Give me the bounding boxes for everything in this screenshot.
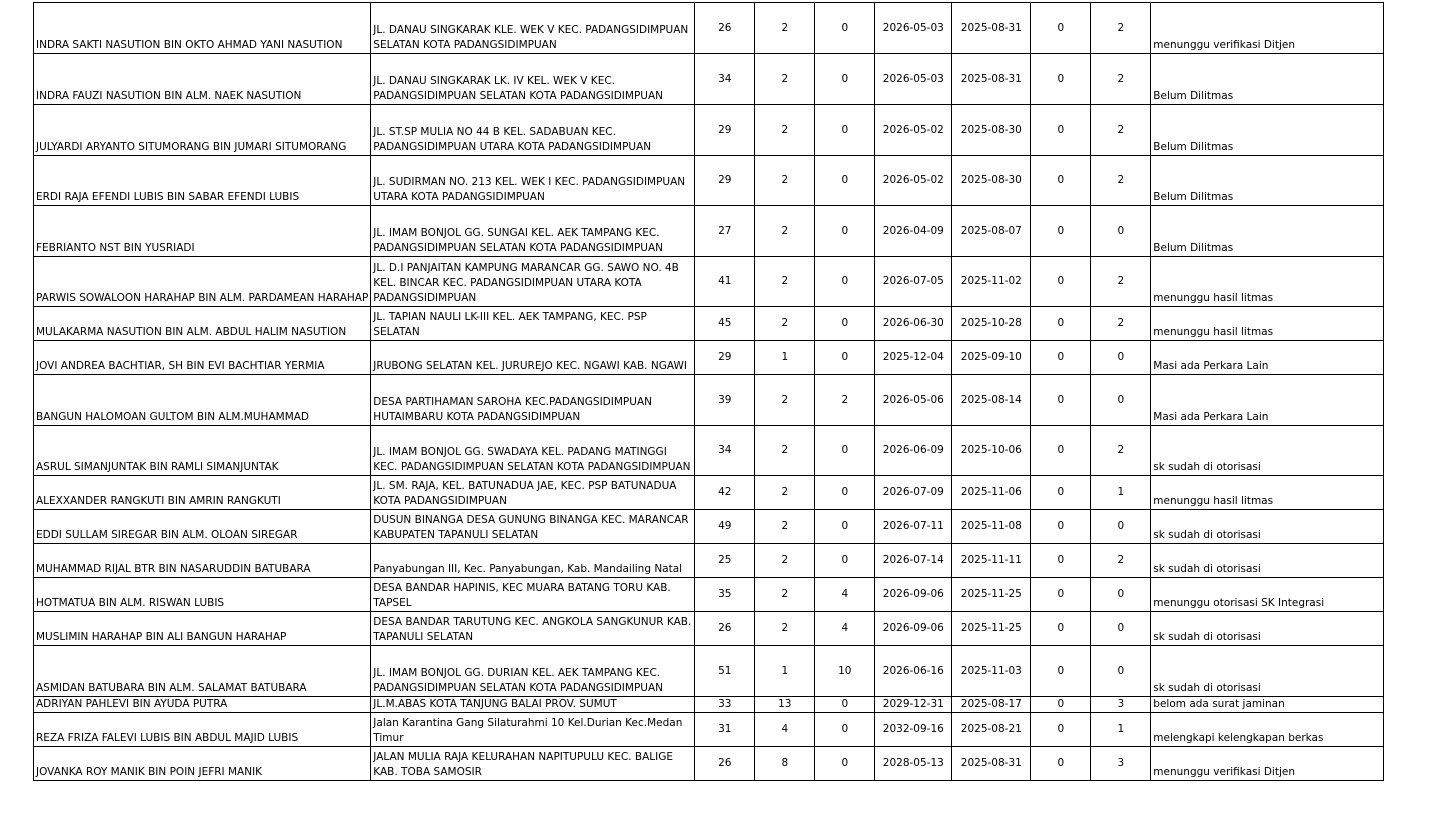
date-cell: 2025-08-31 <box>952 54 1031 105</box>
date-cell: 2026-07-14 <box>875 544 952 578</box>
table-row <box>34 3 1384 54</box>
table-row <box>34 307 1384 341</box>
count-cell: 0 <box>1031 747 1091 781</box>
count-cell: 13 <box>755 697 815 713</box>
count-cell: 0 <box>815 510 875 544</box>
count-cell: 0 <box>1031 612 1091 646</box>
count-cell: 0 <box>815 156 875 206</box>
address-cell: JL. IMAM BONJOL GG. SWADAYA KEL. PADANG MATINGGI KEC. PADANGSIDIMPUAN SELATAN KOTA PADANGSIDIMPUAN <box>371 426 695 476</box>
count-cell: 2 <box>755 375 815 426</box>
count-cell: 2 <box>755 257 815 307</box>
status-cell: Belum Dilitmas <box>1151 54 1384 105</box>
date-cell: 2029-12-31 <box>875 697 952 713</box>
status-cell: Belum Dilitmas <box>1151 206 1384 257</box>
age-cell: 33 <box>695 697 755 713</box>
date-cell: 2026-05-02 <box>875 156 952 206</box>
count-cell: 2 <box>755 476 815 510</box>
date-cell: 2025-08-31 <box>952 3 1031 54</box>
address-cell: JL.M.ABAS KOTA TANJUNG BALAI PROV. SUMUT <box>371 697 695 713</box>
date-cell: 2025-08-30 <box>952 156 1031 206</box>
count-cell: 0 <box>1031 307 1091 341</box>
age-cell: 29 <box>695 105 755 156</box>
status-cell: sk sudah di otorisasi <box>1151 612 1384 646</box>
address-cell: JL. D.I PANJAITAN KAMPUNG MARANCAR GG. SAWO NO. 4B KEL. BINCAR KEC. PADANGSIDIMPUAN UTARA KOTA PADANGSIDIMPUAN <box>371 257 695 307</box>
name-cell: MULAKARMA NASUTION BIN ALM. ABDUL HALIM NASUTION <box>34 307 371 341</box>
count-cell: 0 <box>1031 105 1091 156</box>
date-cell: 2025-08-14 <box>952 375 1031 426</box>
name-cell: JOVANKA ROY MANIK BIN POIN JEFRI MANIK <box>34 747 371 781</box>
status-cell: menunggu verifikasi Ditjen <box>1151 3 1384 54</box>
count-cell: 0 <box>815 697 875 713</box>
status-cell: Masi ada Perkara Lain <box>1151 375 1384 426</box>
name-cell: INDRA SAKTI NASUTION BIN OKTO AHMAD YANI NASUTION <box>34 3 371 54</box>
address-cell: JL. IMAM BONJOL GG. DURIAN KEL. AEK TAMPANG KEC. PADANGSIDIMPUAN SELATAN KOTA PADANGSIDIMPUAN <box>371 646 695 697</box>
date-cell: 2025-08-31 <box>952 747 1031 781</box>
date-cell: 2025-08-07 <box>952 206 1031 257</box>
name-cell: INDRA FAUZI NASUTION BIN ALM. NAEK NASUTION <box>34 54 371 105</box>
date-cell: 2026-06-30 <box>875 307 952 341</box>
name-cell: MUSLIMIN HARAHAP BIN ALI BANGUN HARAHAP <box>34 612 371 646</box>
status-cell: Belum Dilitmas <box>1151 105 1384 156</box>
age-cell: 49 <box>695 510 755 544</box>
address-cell: JL. DANAU SINGKARAK KLE. WEK V KEC. PADANGSIDIMPUAN SELATAN KOTA PADANGSIDIMPUAN <box>371 3 695 54</box>
address-cell: DUSUN BINANGA DESA GUNUNG BINANGA KEC. MARANCAR KABUPATEN TAPANULI SELATAN <box>371 510 695 544</box>
name-cell: ERDI RAJA EFENDI LUBIS BIN SABAR EFENDI LUBIS <box>34 156 371 206</box>
age-cell: 35 <box>695 578 755 612</box>
name-cell: BANGUN HALOMOAN GULTOM BIN ALM.MUHAMMAD <box>34 375 371 426</box>
count-cell: 0 <box>1031 206 1091 257</box>
count-cell: 2 <box>755 510 815 544</box>
table-row <box>34 341 1384 375</box>
address-cell: JL. TAPIAN NAULI LK-III KEL. AEK TAMPANG, KEC. PSP SELATAN <box>371 307 695 341</box>
count-cell: 0 <box>815 426 875 476</box>
table-row <box>34 697 1384 713</box>
count-cell: 0 <box>815 54 875 105</box>
count-cell: 0 <box>1031 375 1091 426</box>
status-cell: menunggu hasil litmas <box>1151 307 1384 341</box>
address-cell: Jalan Karantina Gang Silaturahmi 10 Kel.Durian Kec.Medan Timur <box>371 713 695 747</box>
table-row <box>34 544 1384 578</box>
table-row <box>34 426 1384 476</box>
count-cell: 2 <box>755 307 815 341</box>
name-cell: JULYARDI ARYANTO SITUMORANG BIN JUMARI SITUMORANG <box>34 105 371 156</box>
age-cell: 29 <box>695 156 755 206</box>
address-cell: DESA PARTIHAMAN SAROHA KEC.PADANGSIDIMPUAN HUTAIMBARU KOTA PADANGSIDIMPUAN <box>371 375 695 426</box>
date-cell: 2028-05-13 <box>875 747 952 781</box>
count-cell: 2 <box>755 206 815 257</box>
count-cell: 0 <box>1031 156 1091 206</box>
date-cell: 2025-11-25 <box>952 612 1031 646</box>
address-cell: JL. IMAM BONJOL GG. SUNGAI KEL. AEK TAMPANG KEC. PADANGSIDIMPUAN SELATAN KOTA PADANGSIDIMPUAN <box>371 206 695 257</box>
name-cell: HOTMATUA BIN ALM. RISWAN LUBIS <box>34 578 371 612</box>
address-cell: JALAN MULIA RAJA KELURAHAN NAPITUPULU KEC. BALIGE KAB. TOBA SAMOSIR <box>371 747 695 781</box>
name-cell: ALEXXANDER RANGKUTI BIN AMRIN RANGKUTI <box>34 476 371 510</box>
count-cell: 0 <box>1031 3 1091 54</box>
status-cell: menunggu otorisasi SK Integrasi <box>1151 578 1384 612</box>
count-cell: 2 <box>1091 544 1151 578</box>
count-cell: 2 <box>755 105 815 156</box>
date-cell: 2025-09-10 <box>952 341 1031 375</box>
name-cell: PARWIS SOWALOON HARAHAP BIN ALM. PARDAMEAN HARAHAP <box>34 257 371 307</box>
date-cell: 2025-11-11 <box>952 544 1031 578</box>
count-cell: 2 <box>755 156 815 206</box>
table-row <box>34 646 1384 697</box>
count-cell: 2 <box>755 3 815 54</box>
address-cell: JRUBONG SELATAN KEL. JURUREJO KEC. NGAWI KAB. NGAWI <box>371 341 695 375</box>
count-cell: 2 <box>755 544 815 578</box>
count-cell: 4 <box>815 612 875 646</box>
date-cell: 2026-04-09 <box>875 206 952 257</box>
status-cell: sk sudah di otorisasi <box>1151 646 1384 697</box>
address-cell: Panyabungan III, Kec. Panyabungan, Kab. Mandailing Natal <box>371 544 695 578</box>
age-cell: 34 <box>695 426 755 476</box>
address-cell: DESA BANDAR TARUTUNG KEC. ANGKOLA SANGKUNUR KAB. TAPANULI SELATAN <box>371 612 695 646</box>
table-row <box>34 257 1384 307</box>
table-row <box>34 476 1384 510</box>
count-cell: 3 <box>1091 697 1151 713</box>
status-cell: menunggu verifikasi Ditjen <box>1151 747 1384 781</box>
count-cell: 0 <box>815 476 875 510</box>
name-cell: ASMIDAN BATUBARA BIN ALM. SALAMAT BATUBARA <box>34 646 371 697</box>
count-cell: 0 <box>815 3 875 54</box>
name-cell: EDDI SULLAM SIREGAR BIN ALM. OLOAN SIREGAR <box>34 510 371 544</box>
age-cell: 39 <box>695 375 755 426</box>
date-cell: 2026-05-02 <box>875 105 952 156</box>
age-cell: 31 <box>695 713 755 747</box>
age-cell: 25 <box>695 544 755 578</box>
date-cell: 2025-11-25 <box>952 578 1031 612</box>
count-cell: 2 <box>755 54 815 105</box>
count-cell: 4 <box>815 578 875 612</box>
count-cell: 0 <box>1031 544 1091 578</box>
status-cell: menunggu hasil litmas <box>1151 476 1384 510</box>
count-cell: 0 <box>1031 697 1091 713</box>
count-cell: 2 <box>1091 156 1151 206</box>
count-cell: 0 <box>815 341 875 375</box>
count-cell: 0 <box>815 105 875 156</box>
date-cell: 2025-11-02 <box>952 257 1031 307</box>
date-cell: 2032-09-16 <box>875 713 952 747</box>
date-cell: 2025-11-06 <box>952 476 1031 510</box>
date-cell: 2026-07-05 <box>875 257 952 307</box>
address-cell: DESA BANDAR HAPINIS, KEC MUARA BATANG TORU KAB. TAPSEL <box>371 578 695 612</box>
count-cell: 0 <box>1091 646 1151 697</box>
count-cell: 2 <box>815 375 875 426</box>
status-cell: melengkapi kelengkapan berkas <box>1151 713 1384 747</box>
address-cell: JL. ST.SP MULIA NO 44 B KEL. SADABUAN KEC. PADANGSIDIMPUAN UTARA KOTA PADANGSIDIMPUAN <box>371 105 695 156</box>
count-cell: 0 <box>1031 476 1091 510</box>
date-cell: 2026-06-16 <box>875 646 952 697</box>
date-cell: 2026-09-06 <box>875 578 952 612</box>
table-row <box>34 206 1384 257</box>
name-cell: MUHAMMAD RIJAL BTR BIN NASARUDDIN BATUBARA <box>34 544 371 578</box>
count-cell: 0 <box>1091 510 1151 544</box>
count-cell: 0 <box>815 544 875 578</box>
count-cell: 0 <box>1031 257 1091 307</box>
date-cell: 2025-11-08 <box>952 510 1031 544</box>
count-cell: 2 <box>1091 105 1151 156</box>
age-cell: 26 <box>695 747 755 781</box>
count-cell: 0 <box>1031 426 1091 476</box>
count-cell: 2 <box>1091 3 1151 54</box>
date-cell: 2025-12-04 <box>875 341 952 375</box>
table-row <box>34 156 1384 206</box>
count-cell: 2 <box>1091 54 1151 105</box>
date-cell: 2026-09-06 <box>875 612 952 646</box>
address-cell: JL. DANAU SINGKARAK LK. IV KEL. WEK V KEC. PADANGSIDIMPUAN SELATAN KOTA PADANGSIDIMPUAN <box>371 54 695 105</box>
age-cell: 26 <box>695 3 755 54</box>
count-cell: 0 <box>1091 375 1151 426</box>
table-row <box>34 612 1384 646</box>
count-cell: 0 <box>1091 206 1151 257</box>
name-cell: ADRIYAN PAHLEVI BIN AYUDA PUTRA <box>34 697 371 713</box>
count-cell: 0 <box>1091 578 1151 612</box>
count-cell: 1 <box>1091 713 1151 747</box>
table-row <box>34 54 1384 105</box>
count-cell: 2 <box>755 578 815 612</box>
date-cell: 2026-05-03 <box>875 3 952 54</box>
count-cell: 0 <box>1091 612 1151 646</box>
age-cell: 45 <box>695 307 755 341</box>
count-cell: 0 <box>1031 578 1091 612</box>
age-cell: 34 <box>695 54 755 105</box>
count-cell: 0 <box>1031 713 1091 747</box>
table-body <box>34 3 1384 781</box>
status-cell: sk sudah di otorisasi <box>1151 510 1384 544</box>
age-cell: 27 <box>695 206 755 257</box>
name-cell: ASRUL SIMANJUNTAK BIN RAMLI SIMANJUNTAK <box>34 426 371 476</box>
count-cell: 3 <box>1091 747 1151 781</box>
count-cell: 0 <box>1031 510 1091 544</box>
name-cell: JOVI ANDREA BACHTIAR, SH BIN EVI BACHTIAR YERMIA <box>34 341 371 375</box>
status-cell: sk sudah di otorisasi <box>1151 426 1384 476</box>
count-cell: 2 <box>755 426 815 476</box>
age-cell: 51 <box>695 646 755 697</box>
date-cell: 2026-05-06 <box>875 375 952 426</box>
table-row <box>34 747 1384 781</box>
name-cell: FEBRIANTO NST BIN YUSRIADI <box>34 206 371 257</box>
age-cell: 26 <box>695 612 755 646</box>
date-cell: 2026-07-11 <box>875 510 952 544</box>
count-cell: 10 <box>815 646 875 697</box>
count-cell: 1 <box>755 646 815 697</box>
date-cell: 2026-06-09 <box>875 426 952 476</box>
count-cell: 0 <box>1091 341 1151 375</box>
count-cell: 0 <box>815 257 875 307</box>
status-cell: belom ada surat jaminan <box>1151 697 1384 713</box>
status-cell: sk sudah di otorisasi <box>1151 544 1384 578</box>
status-cell: Masi ada Perkara Lain <box>1151 341 1384 375</box>
count-cell: 4 <box>755 713 815 747</box>
count-cell: 2 <box>755 612 815 646</box>
date-cell: 2026-05-03 <box>875 54 952 105</box>
status-cell: Belum Dilitmas <box>1151 156 1384 206</box>
table-row <box>34 105 1384 156</box>
address-cell: JL. SUDIRMAN NO. 213 KEL. WEK I KEC. PADANGSIDIMPUAN UTARA KOTA PADANGSIDIMPUAN <box>371 156 695 206</box>
count-cell: 0 <box>815 307 875 341</box>
count-cell: 2 <box>1091 426 1151 476</box>
age-cell: 41 <box>695 257 755 307</box>
table-row <box>34 578 1384 612</box>
status-cell: menunggu hasil litmas <box>1151 257 1384 307</box>
count-cell: 2 <box>1091 257 1151 307</box>
data-table <box>33 2 1384 781</box>
date-cell: 2025-10-06 <box>952 426 1031 476</box>
table-row <box>34 713 1384 747</box>
table-row <box>34 510 1384 544</box>
count-cell: 2 <box>1091 307 1151 341</box>
address-cell: JL. SM. RAJA, KEL. BATUNADUA JAE, KEC. PSP BATUNADUA KOTA PADANGSIDIMPUAN <box>371 476 695 510</box>
date-cell: 2025-08-17 <box>952 697 1031 713</box>
age-cell: 29 <box>695 341 755 375</box>
count-cell: 0 <box>815 747 875 781</box>
count-cell: 1 <box>1091 476 1151 510</box>
date-cell: 2025-08-21 <box>952 713 1031 747</box>
age-cell: 42 <box>695 476 755 510</box>
count-cell: 0 <box>1031 341 1091 375</box>
date-cell: 2025-11-03 <box>952 646 1031 697</box>
date-cell: 2025-08-30 <box>952 105 1031 156</box>
date-cell: 2026-07-09 <box>875 476 952 510</box>
count-cell: 0 <box>1031 54 1091 105</box>
table-row <box>34 375 1384 426</box>
count-cell: 0 <box>1031 646 1091 697</box>
count-cell: 8 <box>755 747 815 781</box>
date-cell: 2025-10-28 <box>952 307 1031 341</box>
count-cell: 1 <box>755 341 815 375</box>
name-cell: REZA FRIZA FALEVI LUBIS BIN ABDUL MAJID LUBIS <box>34 713 371 747</box>
count-cell: 0 <box>815 206 875 257</box>
count-cell: 0 <box>815 713 875 747</box>
